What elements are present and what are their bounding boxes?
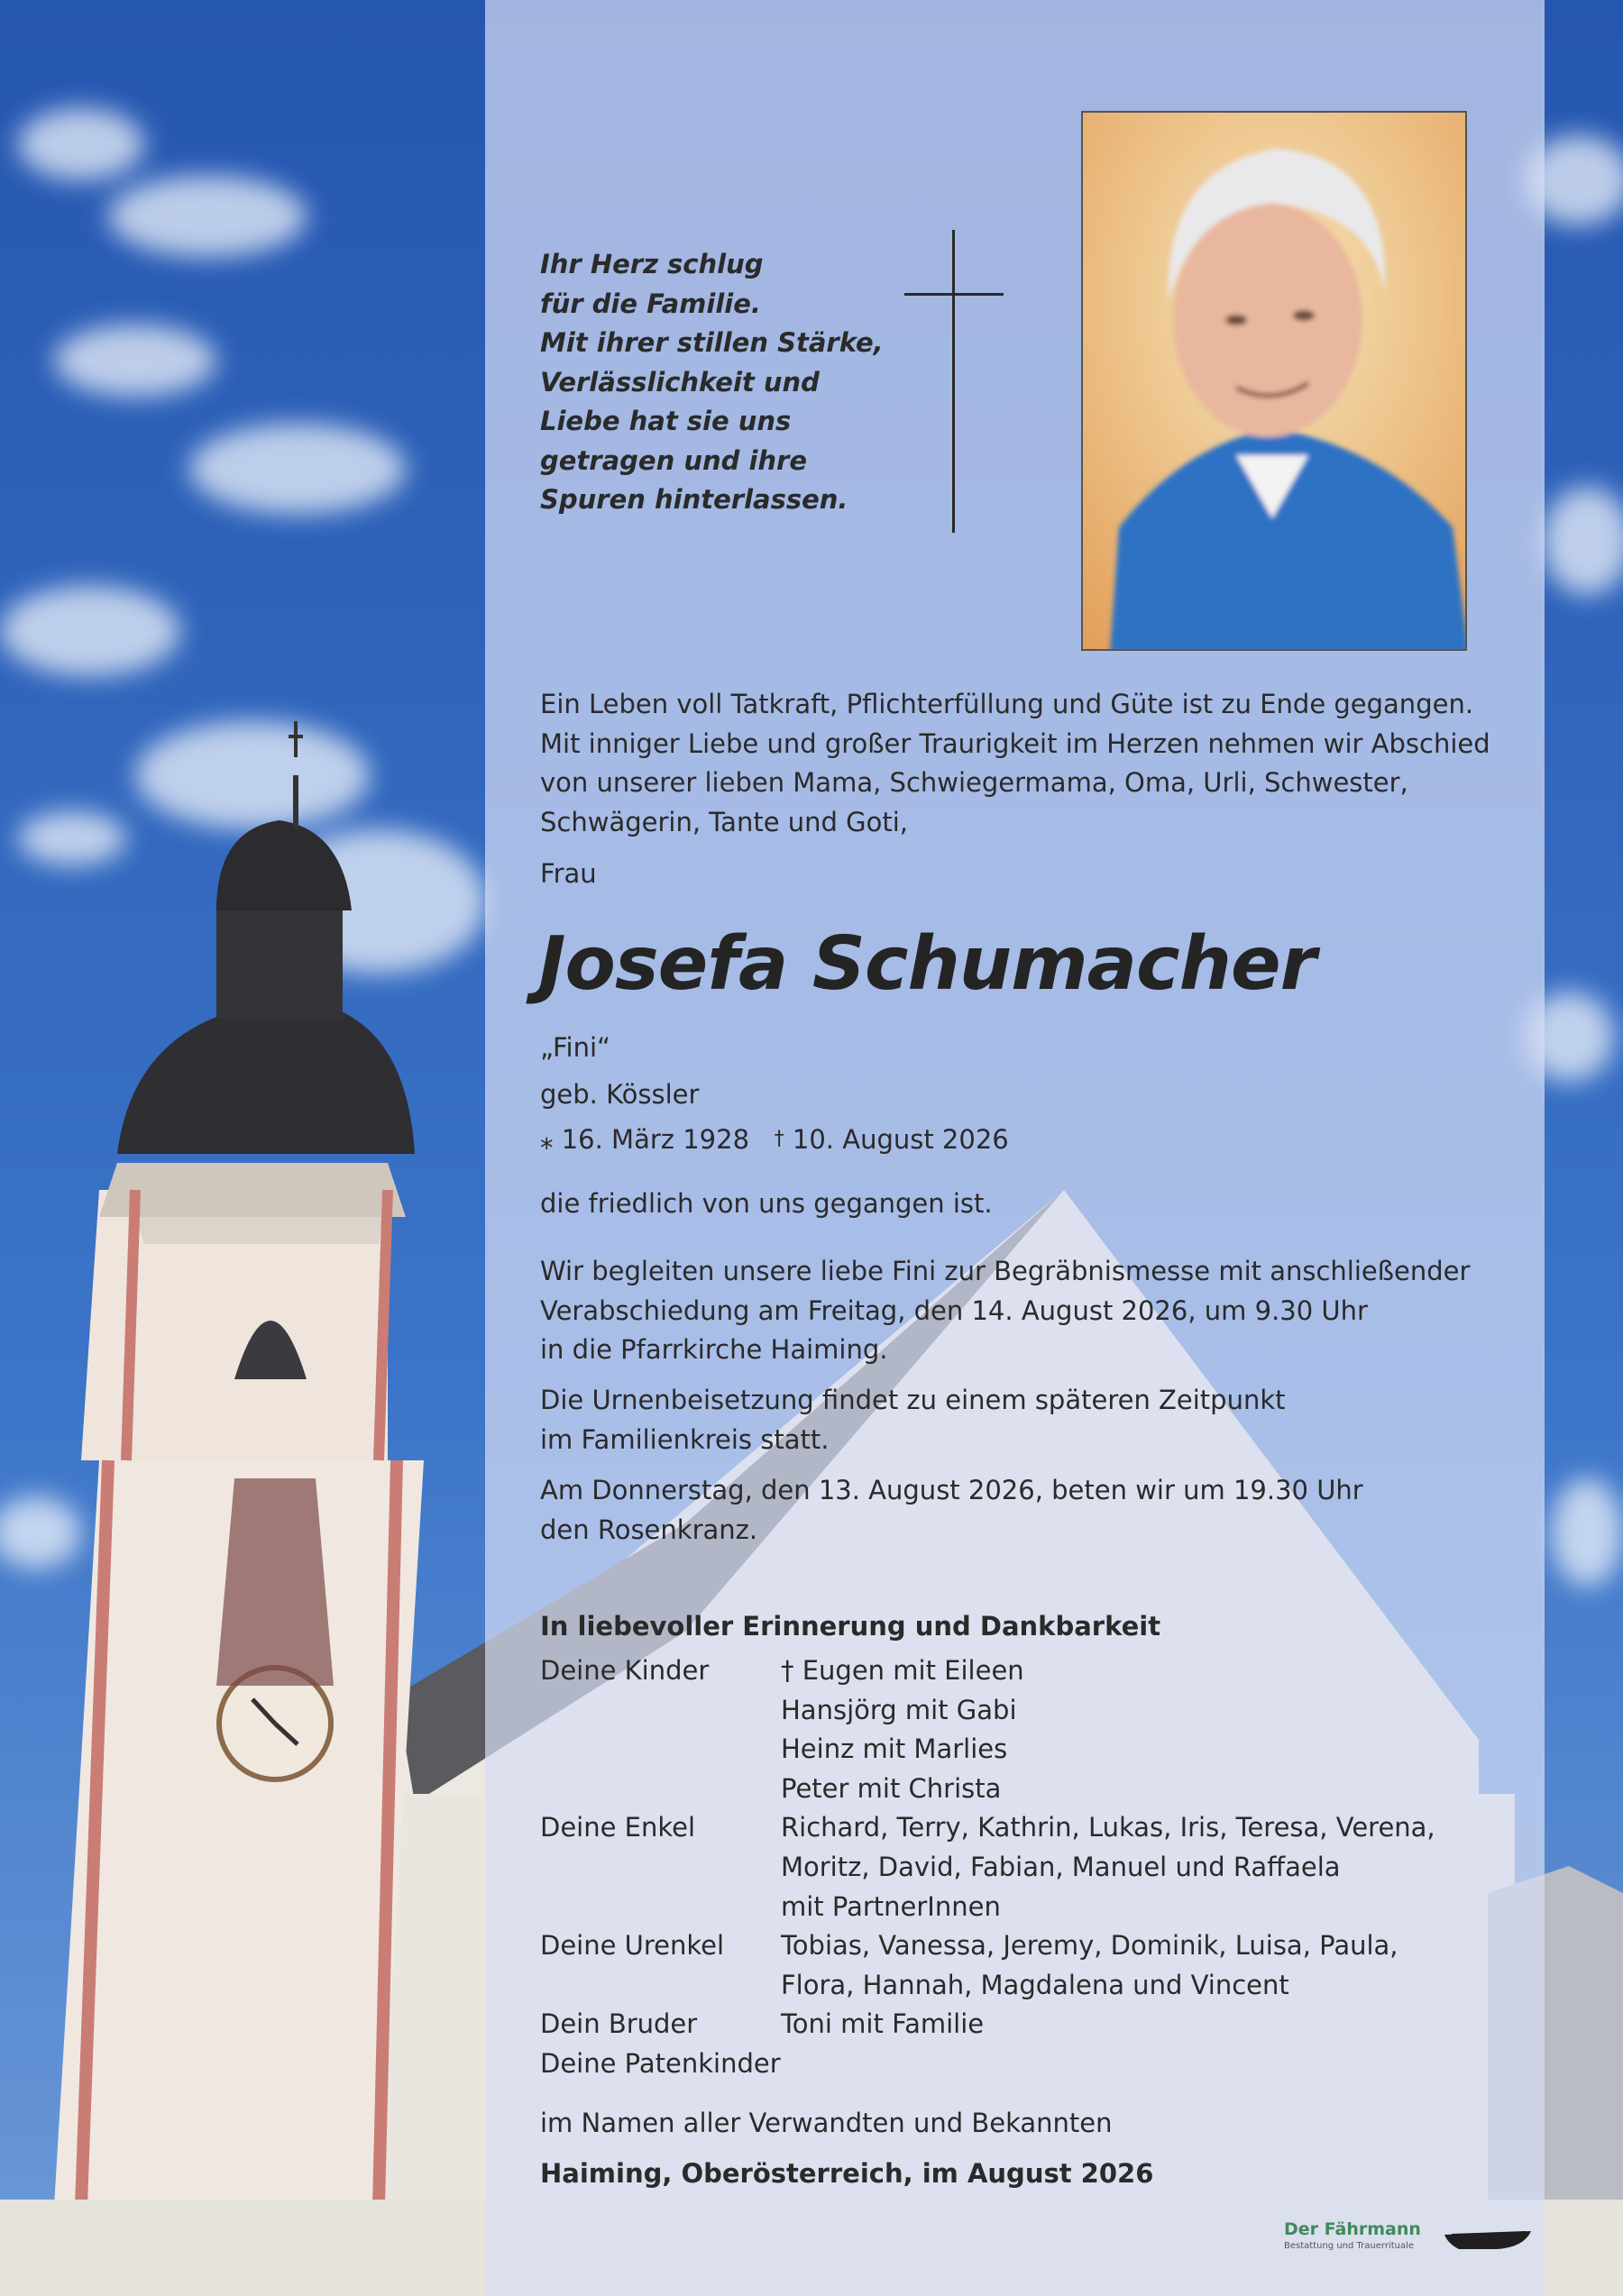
- intro-line: von unserer lieben Mama, Schwiegermama, Oma, Urli, Schwester,: [540, 767, 1408, 799]
- verse-line: Liebe hat sie uns: [540, 406, 792, 436]
- family-relation: [540, 1888, 781, 1927]
- urn-line: Die Urnenbeisetzung findet zu einem späteren Zeitpunkt: [540, 1385, 1286, 1415]
- funeral-line: in die Pfarrkirche Haiming.: [540, 1334, 888, 1366]
- portrait-photo: [1081, 111, 1467, 651]
- family-names: Heinz mit Marlies: [781, 1733, 1008, 1765]
- family-names: Richard, Terry, Kathrin, Lukas, Iris, Teresa, Verena,: [781, 1812, 1435, 1843]
- maiden-name: geb. Kössler: [540, 1079, 700, 1110]
- intro-line: Ein Leben voll Tatkraft, Pflichterfüllung und Güte ist zu Ende gegangen.: [540, 689, 1474, 719]
- rosary-paragraph: [540, 1471, 1363, 1550]
- intro-line: Mit inniger Liebe und großer Traurigkeit im Herzen nehmen wir Abschied: [540, 727, 1490, 759]
- family-names: Hansjörg mit Gabi: [781, 1694, 1017, 1725]
- death-cross-icon: †: [774, 1128, 784, 1150]
- funeral-line: Verabschiedung am Freitag, den 14. August 2026, um 9.30 Uhr: [540, 1294, 1368, 1326]
- boat-icon: [1443, 2227, 1533, 2255]
- intro-line: Schwägerin, Tante und Goti,: [540, 806, 909, 837]
- death-date: 10. August 2026: [792, 1124, 1009, 1155]
- family-relation: [540, 1691, 781, 1731]
- family-row: [540, 1966, 1435, 2006]
- family-row: [540, 1926, 1435, 1966]
- family-row: [540, 1651, 1435, 1691]
- family-names: Moritz, David, Fabian, Manuel und Raffaela: [781, 1851, 1341, 1882]
- rosary-line: Am Donnerstag, den 13. August 2026, beten wir um 19.30 Uhr: [540, 1475, 1363, 1505]
- intro-paragraph: [540, 685, 1490, 842]
- funeral-paragraph: [540, 1252, 1470, 1370]
- nickname: „Fini“: [540, 1032, 611, 1063]
- family-row: [540, 2044, 1435, 2084]
- birth-symbol: ⁎: [540, 1124, 554, 1155]
- family-row: [540, 1808, 1435, 1848]
- life-dates: [540, 1124, 1009, 1155]
- urn-line: im Familienkreis statt.: [540, 1423, 830, 1455]
- family-row: [540, 2005, 1435, 2044]
- family-relation: Deine Enkel: [540, 1812, 696, 1843]
- family-relation: Deine Urenkel: [540, 1930, 725, 1962]
- family-row: [540, 1848, 1435, 1888]
- verse-line: Spuren hinterlassen.: [540, 484, 848, 515]
- family-row: [540, 1730, 1435, 1770]
- family-names: Peter mit Christa: [781, 1772, 1002, 1804]
- family-relation: [540, 1848, 781, 1888]
- family-relation: Dein Bruder: [540, 2008, 698, 2040]
- place-date: Haiming, Oberösterreich, im August 2026: [540, 2158, 1154, 2189]
- family-names: † Eugen mit Eileen: [781, 1655, 1024, 1686]
- logo-name: Der Fährmann: [1284, 2219, 1421, 2239]
- passed-line: die friedlich von uns gegangen ist.: [540, 1188, 993, 1219]
- family-relation: [540, 1966, 781, 2006]
- funeral-home-logo: [1284, 2219, 1421, 2251]
- thanks-heading: In liebevoller Erinnerung und Dankbarkeit: [540, 1611, 1161, 1642]
- verse-line: Mit ihrer stillen Stärke,: [540, 327, 884, 358]
- family-names: Toni mit Familie: [781, 2008, 985, 2040]
- family-names: mit PartnerInnen: [781, 1890, 1001, 1922]
- closing-line: im Namen aller Verwandten und Bekannten: [540, 2108, 1113, 2138]
- deceased-name: Josefa Schumacher: [538, 921, 1316, 1007]
- family-relation: Deine Patenkinder: [540, 2047, 781, 2079]
- family-relation: [540, 1770, 781, 1809]
- salutation: Frau: [540, 858, 597, 889]
- funeral-line: Wir begleiten unsere liebe Fini zur Begräbnismesse mit anschließender: [540, 1256, 1471, 1286]
- family-relation: [540, 1730, 781, 1770]
- urn-paragraph: [540, 1381, 1286, 1459]
- family-row: [540, 1691, 1435, 1731]
- verse-line: Ihr Herz schlug: [540, 249, 764, 279]
- family-row: [540, 1888, 1435, 1927]
- family-row: [540, 1770, 1435, 1809]
- family-names: Flora, Hannah, Magdalena und Vincent: [781, 1969, 1289, 2000]
- birth-date: 16. März 1928: [561, 1124, 750, 1155]
- rosary-line: den Rosenkranz.: [540, 1514, 758, 1545]
- family-names: Tobias, Vanessa, Jeremy, Dominik, Luisa, Paula,: [781, 1930, 1398, 1962]
- memorial-verse: [540, 245, 919, 520]
- logo-tagline: Bestattung und Trauerrituale: [1284, 2241, 1415, 2251]
- verse-line: getragen und ihre: [540, 444, 808, 476]
- family-list: [540, 1651, 1435, 2084]
- family-relation: Deine Kinder: [540, 1655, 710, 1686]
- verse-line: für die Familie.: [540, 288, 761, 319]
- verse-line: Verlässlichkeit und: [540, 366, 820, 398]
